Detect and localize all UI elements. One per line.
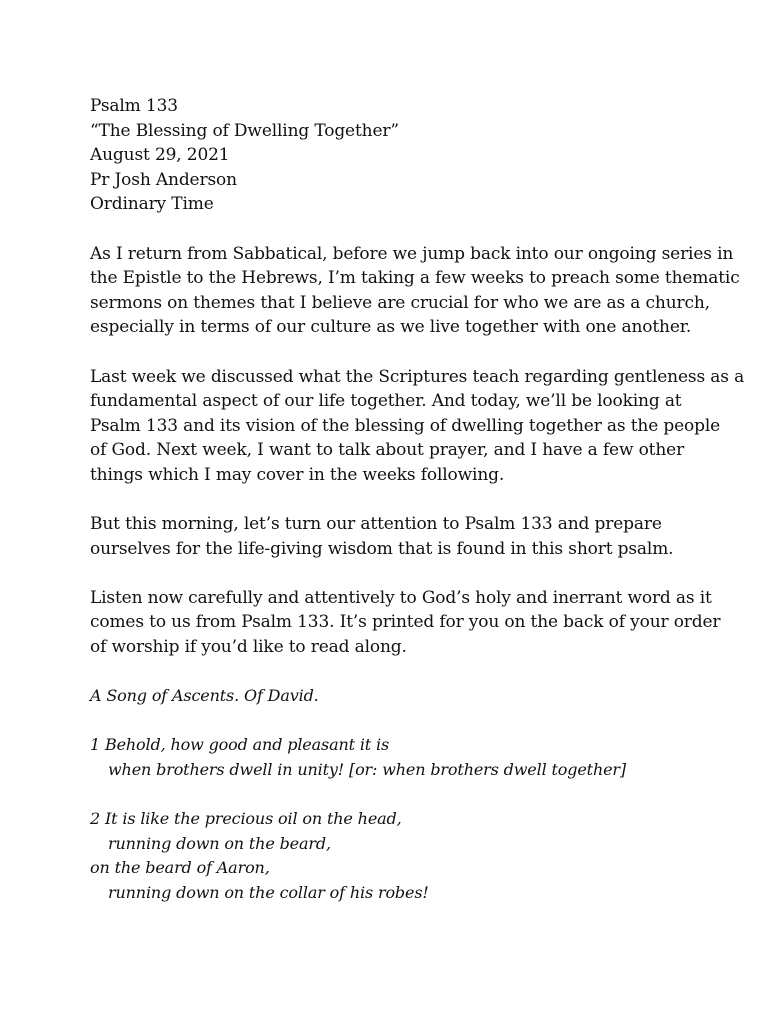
paragraph-last-week xyxy=(90,365,745,488)
verse-line: 2 It is like the precious oil on the head, xyxy=(90,809,402,829)
sermon-document xyxy=(90,94,745,930)
text-line: Psalm 133 and its vision of the blessing of dwelling together as the people xyxy=(90,415,721,436)
sermon-date: August 29, 2021 xyxy=(90,145,230,166)
psalm-superscription-block xyxy=(90,684,710,709)
text-line: Last week we discussed what the Scriptures teach regarding gentleness as a xyxy=(90,366,745,387)
paragraph-sabbatical xyxy=(90,242,740,340)
text-line: the Epistle to the Hebrews, I’m taking a few weeks to preach some thematic xyxy=(90,268,740,289)
psalm-verse-2 xyxy=(90,807,710,905)
psalm-verse-1 xyxy=(90,733,710,782)
text-line: ourselves for the life-giving wisdom that is found in this short psalm. xyxy=(90,538,674,559)
verse-line-indented: when brothers dwell in unity! [or: when brothers dwell together] xyxy=(108,760,627,780)
psalm-reference: Psalm 133 xyxy=(90,96,178,116)
text-line: Listen now carefully and attentively to God’s holy and inerrant word as it xyxy=(90,587,712,608)
verse-line-indented: running down on the collar of his robes! xyxy=(108,883,429,902)
text-line: sermons on themes that I believe are crucial for who we are as a church, xyxy=(90,292,710,313)
verse-line: on the beard of Aaron, xyxy=(90,858,270,878)
preacher-name: Pr Josh Anderson xyxy=(90,169,237,190)
verse-line-indented: running down on the beard, xyxy=(108,833,331,853)
sermon-header xyxy=(90,94,710,217)
sermon-title: “The Blessing of Dwelling Together” xyxy=(90,120,399,141)
text-line: As I return from Sabbatical, before we jump back into our ongoing series in xyxy=(90,243,734,264)
text-line: of God. Next week, I want to talk about prayer, and I have a few other xyxy=(90,440,685,461)
text-line: But this morning, let’s turn our attention to Psalm 133 and prepare xyxy=(90,514,662,535)
text-line: comes to us from Psalm 133. It’s printed for you on the back of your order xyxy=(90,612,721,633)
verse-line: 1 Behold, how good and pleasant it is xyxy=(90,735,390,755)
text-line: things which I may cover in the weeks following. xyxy=(90,464,505,485)
text-line: especially in terms of our culture as we live together with one another. xyxy=(90,317,692,338)
text-line: fundamental aspect of our life together. And today, we’ll be looking at xyxy=(90,391,682,412)
liturgical-season: Ordinary Time xyxy=(90,194,214,215)
psalm-superscription: A Song of Ascents. Of David. xyxy=(90,686,319,706)
text-line: of worship if you’d like to read along. xyxy=(90,637,407,658)
paragraph-listen xyxy=(90,586,721,660)
paragraph-this-morning xyxy=(90,512,710,561)
